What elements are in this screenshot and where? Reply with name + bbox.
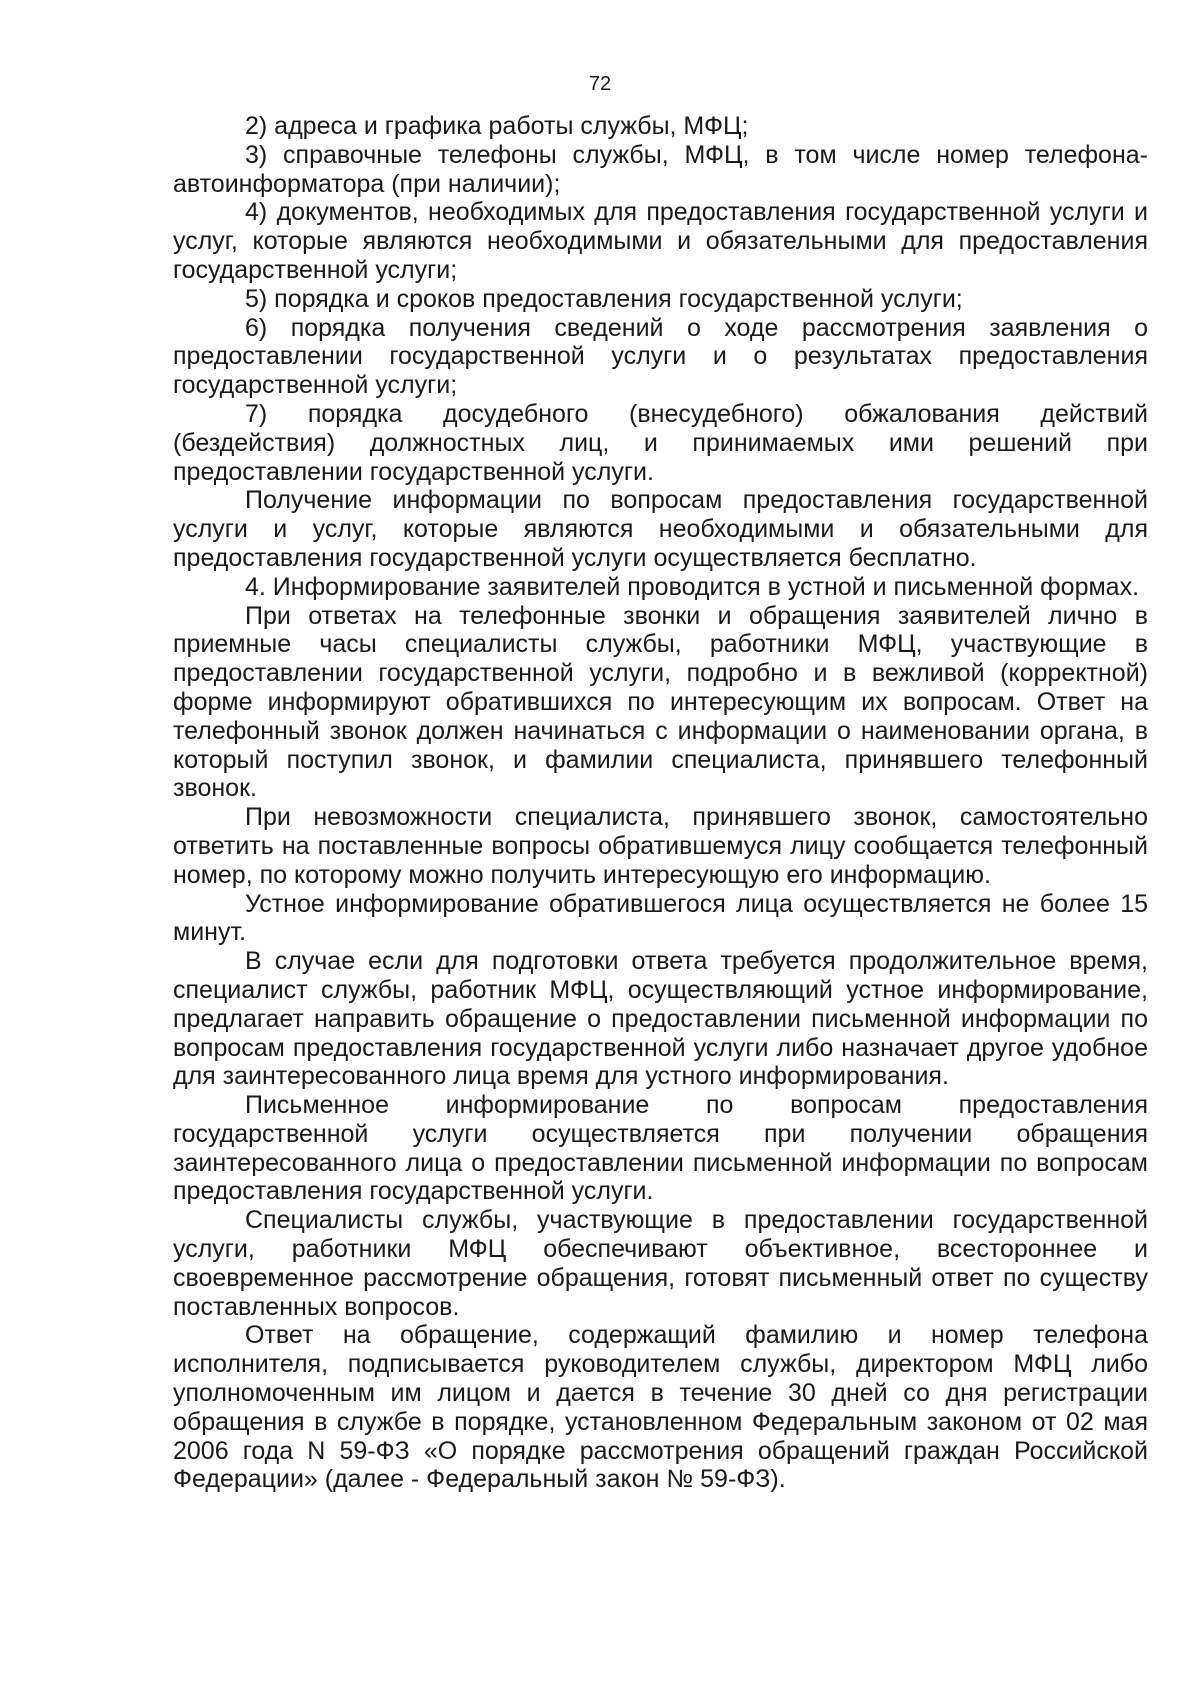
paragraph-specialists: Специалисты службы, участвующие в предоставлении государственной услуги, работники МФЦ обеспечивают объективное, всестороннее и своевременное рассмотрение обращения, готовят письменный ответ по существу поставленных вопросов.	[173, 1206, 1148, 1321]
document-body	[173, 112, 1148, 1494]
paragraph-section-4: 4. Информирование заявителей проводится в устной и письменной формах.	[245, 572, 1140, 601]
paragraph-oral-duration: Устное информирование обратившегося лица осуществляется не более 15 минут.	[173, 889, 1148, 947]
paragraph-unable-to-answer: При невозможности специалиста, принявшего звонок, самостоятельно ответить на поставленные вопросы обратившемуся лицу сообщается телефонный номер, по которому можно получить интересующую его информацию.	[173, 803, 1148, 889]
paragraph-item-4: 4) документов, необходимых для предоставления государственной услуги и услуг, которые являются необходимыми и обязательными для предоставления государственной услуги;	[173, 198, 1148, 284]
paragraph-phone-calls: При ответах на телефонные звонки и обращения заявителей лично в приемные часы специалисты службы, работники МФЦ, участвующие в предоставлении государственной услуги, подробно и в вежливой (корректной) форме информируют обратившихся по интересующим их вопросам. Ответ на телефонный звонок должен начинаться с информации о наименовании органа, в который поступил звонок, и фамилии специалиста, принявшего телефонный звонок.	[173, 601, 1148, 803]
paragraph-item-5: 5) порядка и сроков предоставления государственной услуги;	[245, 284, 963, 313]
paragraph-item-7: 7) порядка досудебного (внесудебного) обжалования действий (бездействия) должностных лиц, и принимаемых ими решений при предоставлении государственной услуги.	[173, 399, 1148, 486]
paragraph-written-info: Письменное информирование по вопросам предоставления государственной услуги осуществляется при получении обращения заинтересованного лица о предоставлении письменной информации по вопросам предоставления государственной услуги.	[173, 1091, 1148, 1206]
page-number: 72	[588, 73, 612, 95]
paragraph-item-3: 3) справочные телефоны службы, МФЦ, в том числе номер телефона-автоинформатора (при наличии);	[173, 140, 1148, 198]
paragraph-answer-signing: Ответ на обращение, содержащий фамилию и номер телефона исполнителя, подписывается руководителем службы, директором МФЦ либо уполномоченным им лицом и дается в течение 30 дней со дня регистрации обращения в службе в порядке, установленном Федеральным законом от 02 мая 2006 года N 59-ФЗ «О порядке рассмотрения обращений граждан Российской Федерации» (далее - Федеральный закон № 59-ФЗ).	[173, 1321, 1148, 1494]
paragraph-free-of-charge: Получение информации по вопросам предоставления государственной услуги и услуг, которые являются необходимыми и обязательными для предоставления государственной услуги осуществляется бесплатно.	[173, 486, 1148, 572]
paragraph-item-2: 2) адреса и графика работы службы, МФЦ;	[245, 112, 749, 140]
paragraph-long-preparation: В случае если для подготовки ответа требуется продолжительное время, специалист службы, работник МФЦ, осуществляющий устное информирование, предлагает направить обращение о предоставлении письменной информации по вопросам предоставления государственной услуги либо назначает другое удобное для заинтересованного лица время для устного информирования.	[173, 947, 1148, 1091]
paragraph-item-6: 6) порядка получения сведений о ходе рассмотрения заявления о предоставлении государственной услуги и о результатах предоставления государственной услуги;	[173, 313, 1148, 400]
